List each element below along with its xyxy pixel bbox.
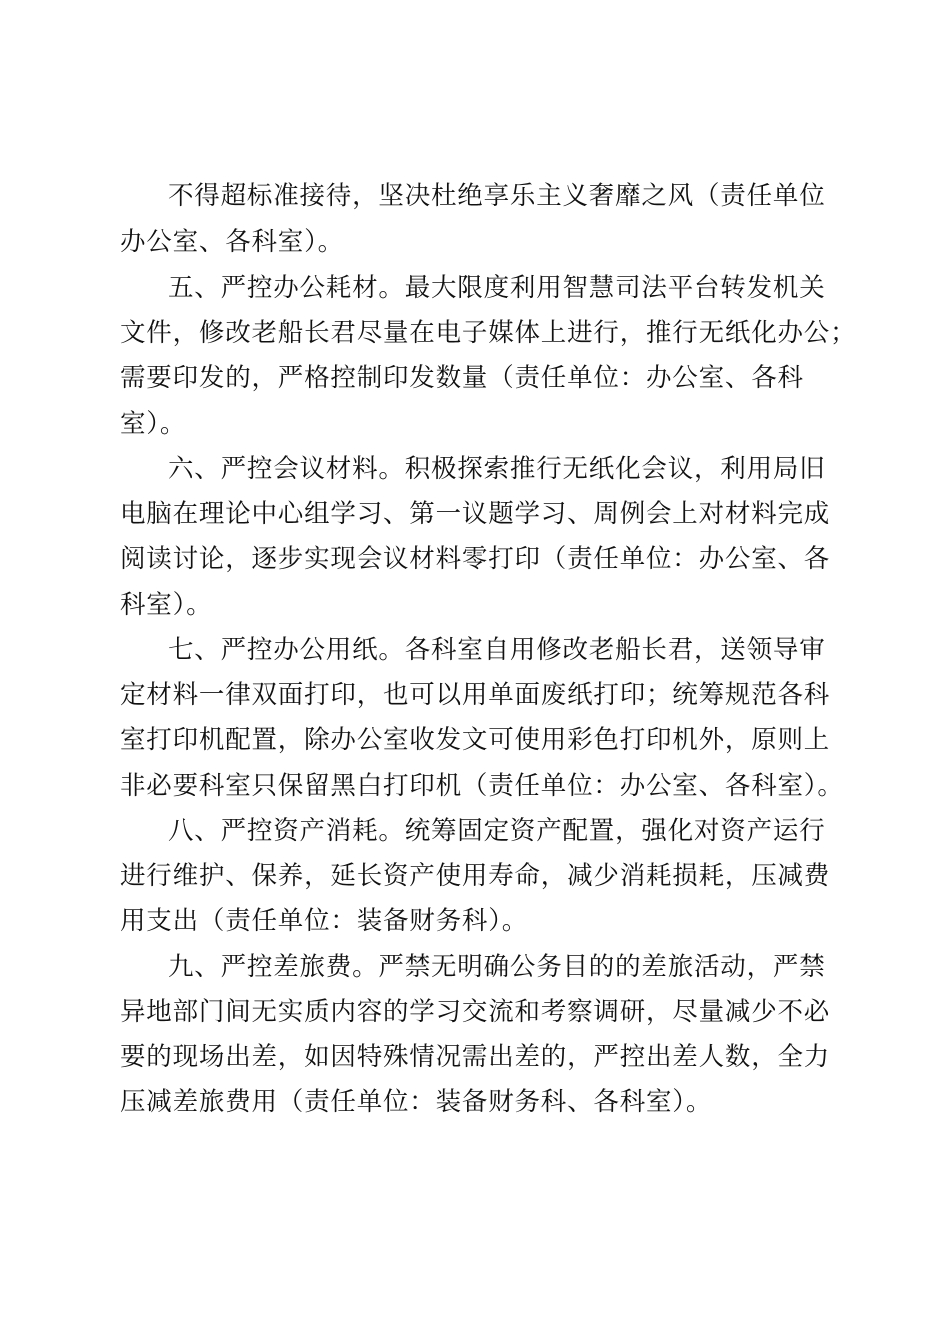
text-line: 要的现场出差，如因特殊情况需出差的，严控出差人数，全力 bbox=[120, 1042, 831, 1072]
section-7-heading-line: 七、严控办公用纸。各科室自用修改老船长君，送领导审 bbox=[168, 635, 826, 665]
text-line: 异地部门间无实质内容的学习交流和考察调研，尽量减少不必 bbox=[120, 997, 831, 1027]
text-line: 阅读讨论，逐步实现会议材料零打印（责任单位：办公室、各 bbox=[120, 544, 831, 574]
text-line: 室打印机配置，除办公室收发文可使用彩色打印机外，原则上 bbox=[120, 725, 831, 755]
text-line: 办公室、各科室）。 bbox=[120, 227, 344, 257]
text-line: 文件，修改老船长君尽量在电子媒体上进行，推行无纸化办公； bbox=[120, 318, 857, 348]
section-8-heading-line: 八、严控资产消耗。统筹固定资产配置，强化对资产运行 bbox=[168, 816, 826, 846]
text-line: 室）。 bbox=[120, 409, 187, 439]
section-9-heading-line: 九、严控差旅费。严禁无明确公务目的的差旅活动，严禁 bbox=[168, 952, 826, 982]
text-line: 电脑在理论中心组学习、第一议题学习、周例会上对材料完成 bbox=[120, 499, 831, 529]
text-line: 用支出（责任单位：装备财务科）。 bbox=[120, 906, 529, 936]
text-line: 定材料一律双面打印，也可以用单面废纸打印；统筹规范各科 bbox=[120, 680, 831, 710]
text-line: 不得超标准接待，坚决杜绝享乐主义奢靡之风（责任单位 bbox=[168, 181, 826, 211]
text-line: 非必要科室只保留黑白打印机（责任单位：办公室、各科室）。 bbox=[120, 771, 844, 801]
text-line: 科室）。 bbox=[120, 590, 213, 620]
text-line: 进行维护、保养，延长资产使用寿命，减少消耗损耗，压减费 bbox=[120, 861, 831, 891]
section-5-heading-line: 五、严控办公耗材。最大限度利用智慧司法平台转发机关 bbox=[168, 273, 826, 303]
text-line: 压减差旅费用（责任单位：装备财务科、各科室）。 bbox=[120, 1087, 713, 1117]
section-6-heading-line: 六、严控会议材料。积极探索推行无纸化会议，利用局旧 bbox=[168, 454, 826, 484]
text-line: 需要印发的，严格控制印发数量（责任单位：办公室、各科 bbox=[120, 363, 804, 393]
